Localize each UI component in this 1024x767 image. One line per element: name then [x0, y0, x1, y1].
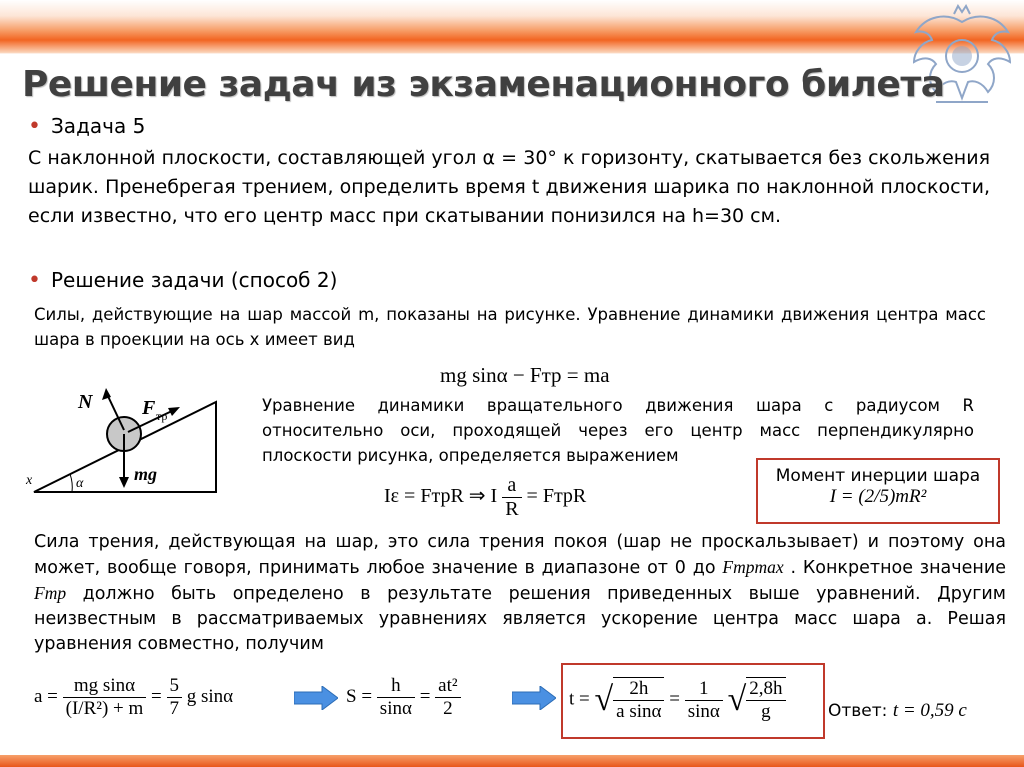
t-fraction1 — [613, 677, 664, 723]
a-eq: = — [151, 685, 162, 707]
a-frac2-den: 7 — [169, 698, 179, 719]
friction-f: Fтр — [34, 583, 67, 603]
solution-bullet — [28, 268, 337, 293]
s-fraction — [377, 675, 415, 720]
a-den: (I/R²) + m — [65, 698, 144, 719]
a-fraction — [63, 675, 147, 720]
friction-fmax: Fтрmax — [722, 557, 784, 577]
inclined-plane-figure — [24, 380, 254, 500]
moment-of-inertia-box — [756, 458, 1000, 524]
top-accent-stripe — [0, 40, 1024, 54]
f-sub-label: тр — [156, 409, 168, 423]
t-eq: = — [669, 688, 680, 710]
eq2-left: Iε = FтрR ⇒ I — [384, 485, 498, 508]
gravity-arrowhead — [119, 477, 129, 488]
top-decorative-bar — [0, 0, 1024, 40]
angle-arc — [70, 474, 72, 492]
a-frac2-num: 5 — [167, 675, 183, 698]
friction-text-1: Сила трения, действующая на шар, это сила трения покоя (шар не проскальзывает) и поэтому она может, вообще говоря, принимать любое значение в диапазоне от 0 до — [34, 532, 1006, 578]
moment-formula: I = (2/5)mR² — [829, 486, 927, 507]
a-tail: g sinα — [186, 685, 234, 707]
sqrt-sign-2: √ — [727, 681, 747, 718]
s-eq: = — [419, 685, 431, 707]
eq2-num: a — [502, 474, 521, 498]
t-lhs: t = — [569, 688, 590, 710]
s-fraction2 — [435, 675, 460, 720]
answer-value: t = 0,59 с — [892, 700, 967, 721]
eq2-right: = FтрR — [526, 485, 587, 508]
time-formula-box — [561, 663, 825, 739]
eq2-den: R — [505, 498, 519, 520]
equation-rotation — [384, 474, 586, 521]
page-title: Решение задач из экзаменационного билета — [22, 64, 945, 105]
sqrt-sign-1: √ — [594, 681, 614, 718]
task-bullet-label: Задача 5 — [50, 114, 146, 138]
friction-arrowhead — [168, 407, 180, 416]
t-num1: 2h — [613, 678, 664, 701]
a-lhs: a = — [34, 685, 58, 707]
t-den2: sinα — [687, 700, 720, 722]
s-den2: 2 — [443, 698, 453, 719]
solution-intro: Силы, действующие на шар массой m, показаны на рисунке. Уравнение динамики движения центра масс шара в проекции на ось x имеет вид — [34, 305, 986, 349]
friction-text-3: должно быть определено в результате решения приведенных выше уравнений. Другим неизвестным в рассматриваемых уравнениях является ускорение центра масс шара a. Решая уравнения совместно, получим — [34, 584, 1006, 654]
t-num2: 1 — [685, 678, 723, 701]
task-bullet — [28, 114, 145, 139]
moment-title: Момент инерции шара — [775, 466, 981, 486]
x-axis-label: x — [26, 473, 33, 488]
bottom-decorative-bar — [0, 755, 1024, 767]
eq2-fraction — [502, 474, 521, 521]
friction-paragraph — [34, 530, 1006, 657]
s-num2: at² — [435, 675, 460, 698]
bullet-dot: • — [28, 268, 41, 293]
t-fraction3 — [746, 677, 785, 723]
s-lhs: S = — [346, 685, 373, 707]
s-num: h — [377, 675, 415, 698]
a-num: mg sinα — [63, 675, 147, 698]
t-den1: a sinα — [616, 701, 662, 722]
bullet-dot: • — [28, 114, 41, 139]
equation-translation: mg sinα − Fтр = ma — [440, 363, 610, 387]
answer-label: Ответ: — [828, 701, 888, 721]
friction-text-2: . Конкретное значение — [790, 558, 1006, 578]
solution-bullet-label: Решение задачи (способ 2) — [50, 268, 338, 292]
task-text: С наклонной плоскости, составляющей угол α = 30° к горизонту, скатывается без скольжения шарик. Пренебрегая трением, определить время t движения шарика по наклонной плоскости, если известно, что его центр масс при скатывании понизился на h=30 см. — [28, 147, 990, 227]
a-frac2 — [167, 675, 183, 720]
formula-acceleration — [34, 675, 233, 720]
n-label: N — [78, 391, 93, 413]
t-fraction2 — [685, 678, 723, 723]
arrow-right-icon — [512, 686, 556, 710]
formula-time — [569, 677, 786, 723]
rotation-text: Уравнение динамики вращательного движения шара с радиусом R относительно оси, проходящей через его центр масс перпендикулярно плоскости рисунка, определяется выражением — [262, 396, 974, 465]
f-label: F — [142, 397, 156, 419]
t-num3: 2,8h — [746, 678, 785, 701]
s-den: sinα — [379, 698, 412, 719]
t-den3: g — [761, 701, 771, 722]
answer — [828, 700, 967, 722]
mg-label: mg — [134, 464, 158, 484]
alpha-label: α — [76, 476, 84, 491]
formula-distance — [346, 675, 461, 720]
arrow-right-icon — [294, 686, 338, 710]
